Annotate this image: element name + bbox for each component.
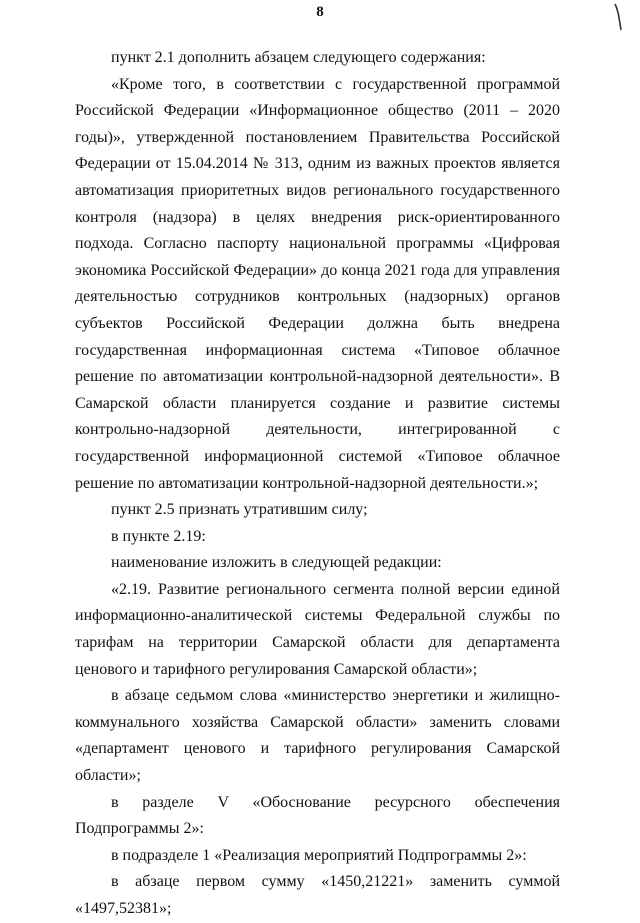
paragraph: «2.19. Развитие регионального сегмента полной версии единой информационно-аналитической системы Федеральной службы по тарифам на территории Самарской области для департамента ценового и тарифного регулирования Самарской области»; [75, 580, 560, 678]
paragraph: «Кроме того, в соответствии с государственной программой Российской Федерации «Информационное общество (2011 – 2020 годы)», утвержденной постановлением Правительства Российской Федерации от 15.04.2014 № 313, одним из важных проектов является автоматизация приоритетных видов регионального государственного контроля (надзора) в целях внедрения риск-ориентированного подхода. Согласно паспорту национальной программы «Цифровая экономика Российской Федерации» до конца 2021 года для управления деятельностью сотрудников контрольных (надзорных) органов субъектов Российской Федерации должна быть внедрена государственная информационная система «Типовое облачное решение по автоматизации контрольной-надзорной деятельности». В Самарской области планируется создание и развитие системы контрольно-надзорной деятельности, интегрированной с государственной информационной системой «Типовое облачное решение по автоматизации контрольной-надзорной деятельности.»; [75, 75, 560, 492]
paragraph: в разделе V «Обоснование ресурсного обеспечения Подпрограммы 2»: [75, 793, 560, 838]
paragraph: в абзаце седьмом слова «министерство энергетики и жилищно-коммунального хозяйства Самарской области» заменить словами «департамент ценового и тарифного регулирования Самарской области»; [75, 687, 560, 785]
paragraph: в подразделе 1 «Реализация мероприятий Подпрограммы 2»: [111, 846, 527, 864]
paragraph: в абзаце первом сумму «1450,21221» заменить суммой «1497,52381»; [75, 873, 560, 917]
paragraph: пункт 2.1 дополнить абзацем следующего содержания: [111, 49, 486, 66]
handwritten-mark-icon [612, 2, 626, 32]
document-body [75, 45, 560, 923]
page-number: 8 [316, 4, 324, 20]
paragraph: в пункте 2.19: [111, 527, 206, 545]
paragraph: пункт 2.5 признать утратившим силу; [111, 501, 368, 519]
paragraph: наименование изложить в следующей редакции: [111, 554, 442, 572]
